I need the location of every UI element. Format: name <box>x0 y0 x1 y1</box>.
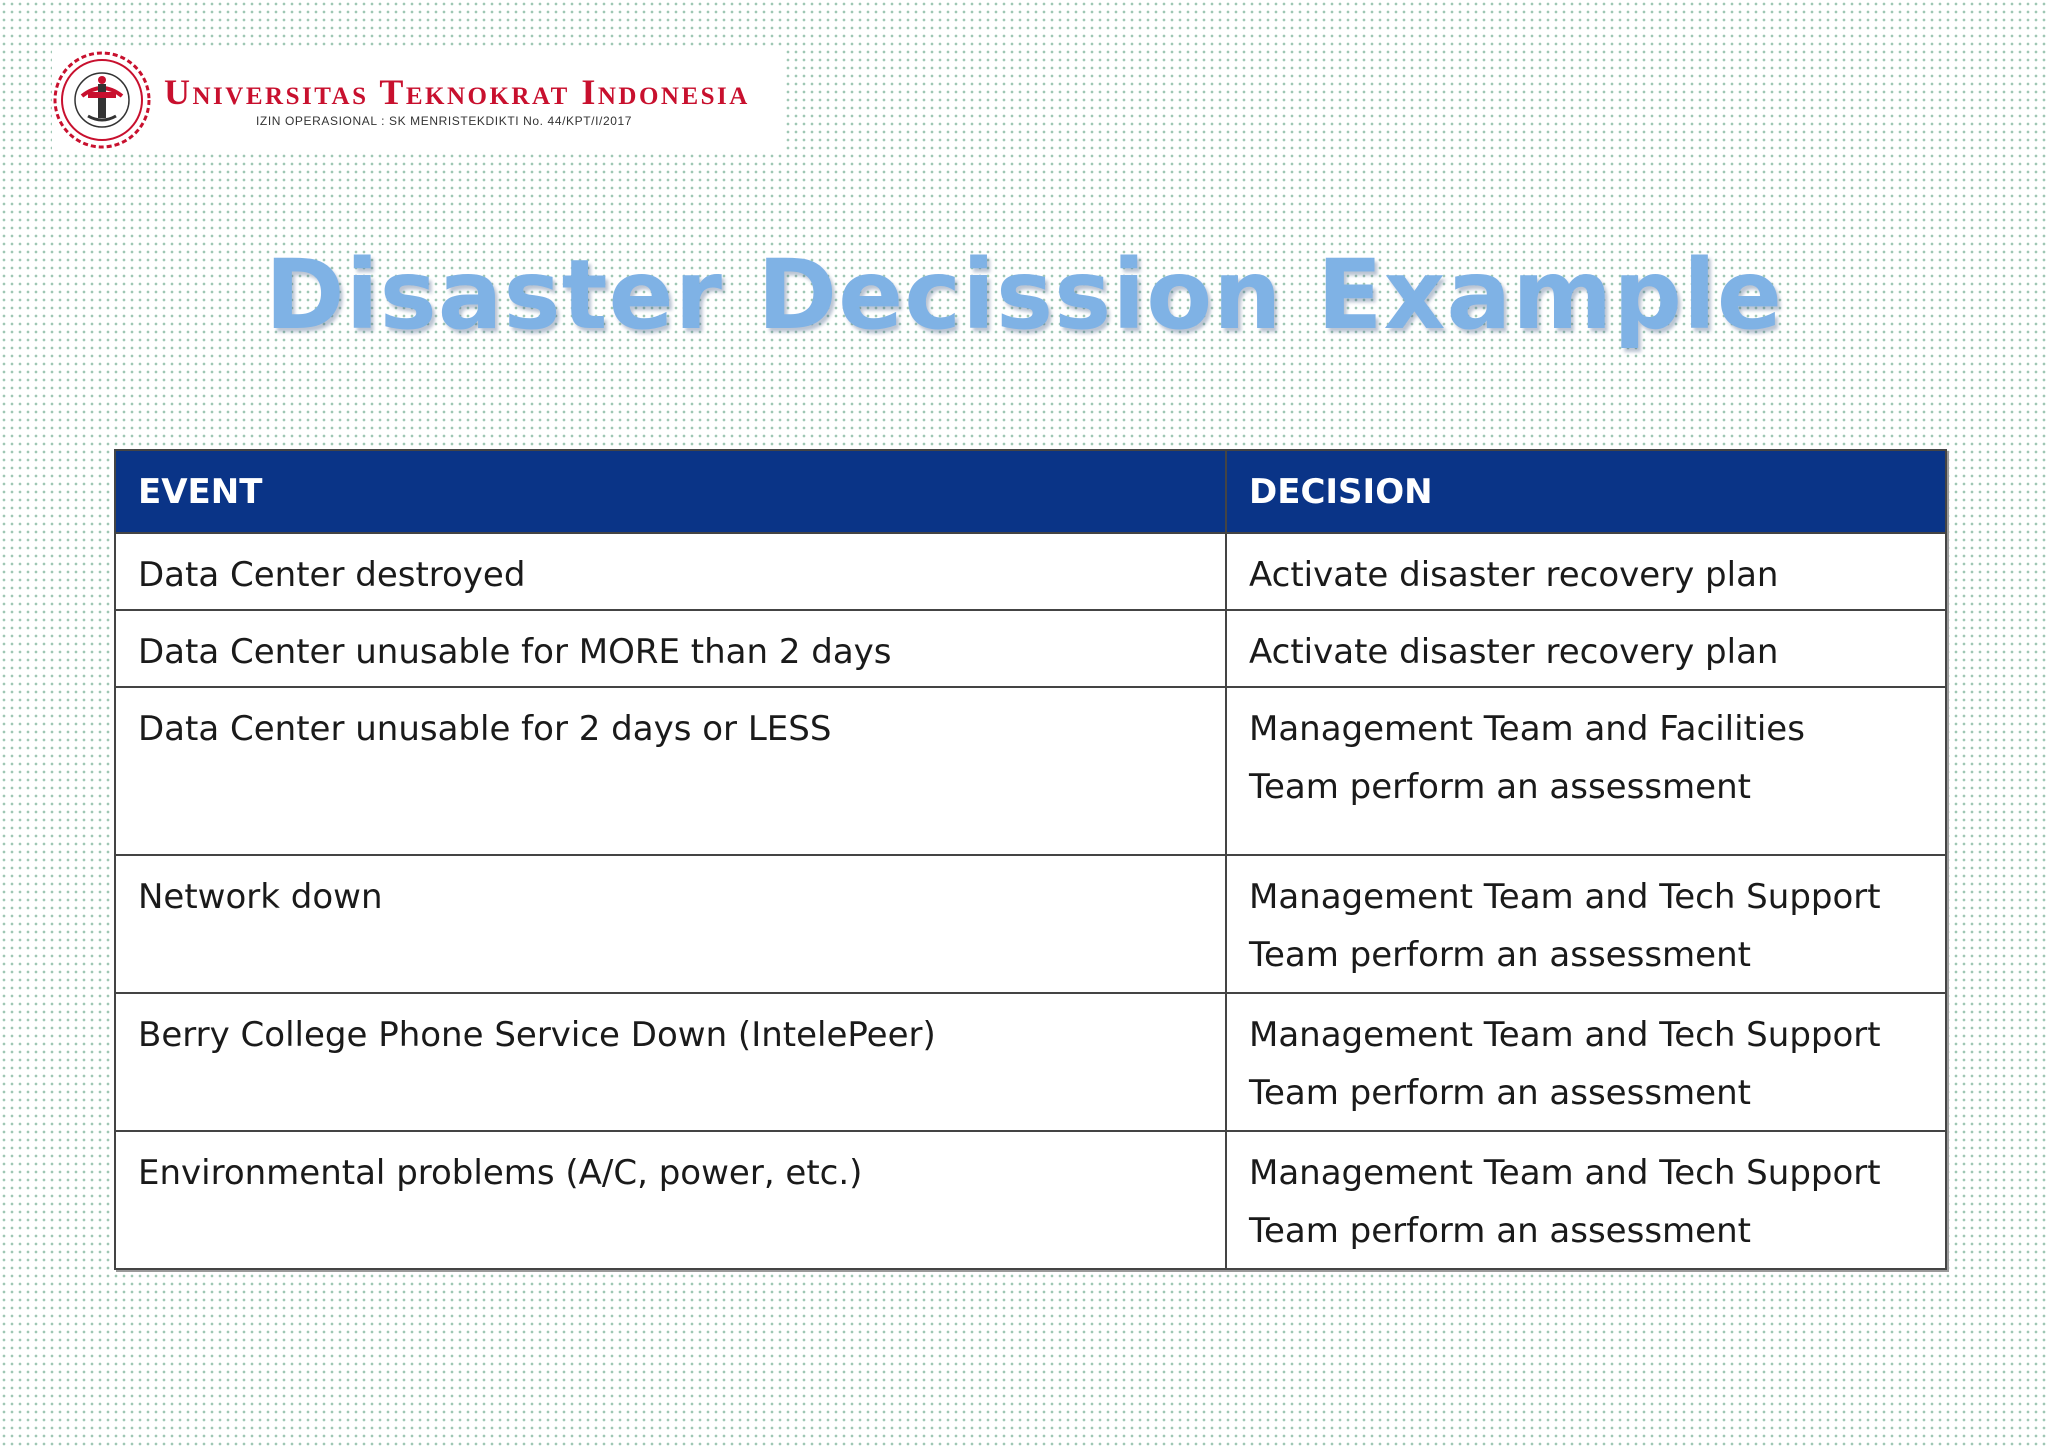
decision-line: Management Team and Tech Support <box>1249 1015 1881 1055</box>
table-row <box>116 687 1945 855</box>
table-row <box>116 533 1945 610</box>
decision-line: Team perform an assessment <box>1249 1211 1751 1251</box>
university-logo <box>52 50 782 150</box>
decision-cell <box>1226 610 1945 687</box>
license-line: IZIN OPERASIONAL : SK MENRISTEKDIKTI No. 44/KPT/I/2017 <box>256 114 633 128</box>
event-cell: Environmental problems (A/C, power, etc.) <box>116 1131 1226 1268</box>
decision-line: Management Team and Tech Support <box>1249 877 1881 917</box>
slide-title: Disaster Decission Example <box>265 239 1783 351</box>
decision-cell <box>1226 993 1945 1131</box>
table-row <box>116 993 1945 1131</box>
decision-cell <box>1226 533 1945 610</box>
event-cell: Data Center unusable for MORE than 2 days <box>116 610 1226 687</box>
column-header-decision: DECISION <box>1226 451 1945 533</box>
decision-line: Activate disaster recovery plan <box>1249 632 1779 672</box>
decision-line: Team perform an assessment <box>1249 1073 1751 1113</box>
decision-line: Activate disaster recovery plan <box>1249 555 1779 595</box>
event-cell: Data Center unusable for 2 days or LESS <box>116 687 1226 855</box>
decision-cell <box>1226 687 1945 855</box>
university-name: Universitas Teknokrat Indonesia <box>164 72 750 112</box>
event-cell: Berry College Phone Service Down (IntelePeer) <box>116 993 1226 1131</box>
logo-text <box>164 72 750 128</box>
decision-cell <box>1226 1131 1945 1268</box>
table-row <box>116 855 1945 993</box>
column-header-event: EVENT <box>116 451 1226 533</box>
decision-cell <box>1226 855 1945 993</box>
decision-line: Management Team and Facilities <box>1249 709 1805 749</box>
table-header-row <box>116 451 1945 533</box>
table-row <box>116 1131 1945 1268</box>
table-row <box>116 610 1945 687</box>
decision-table <box>114 449 1947 1270</box>
decision-line: Team perform an assessment <box>1249 935 1751 975</box>
university-seal-icon <box>52 50 152 150</box>
decision-line: Team perform an assessment <box>1249 767 1751 807</box>
event-cell: Network down <box>116 855 1226 993</box>
decision-line: Management Team and Tech Support <box>1249 1153 1881 1193</box>
event-cell: Data Center destroyed <box>116 533 1226 610</box>
